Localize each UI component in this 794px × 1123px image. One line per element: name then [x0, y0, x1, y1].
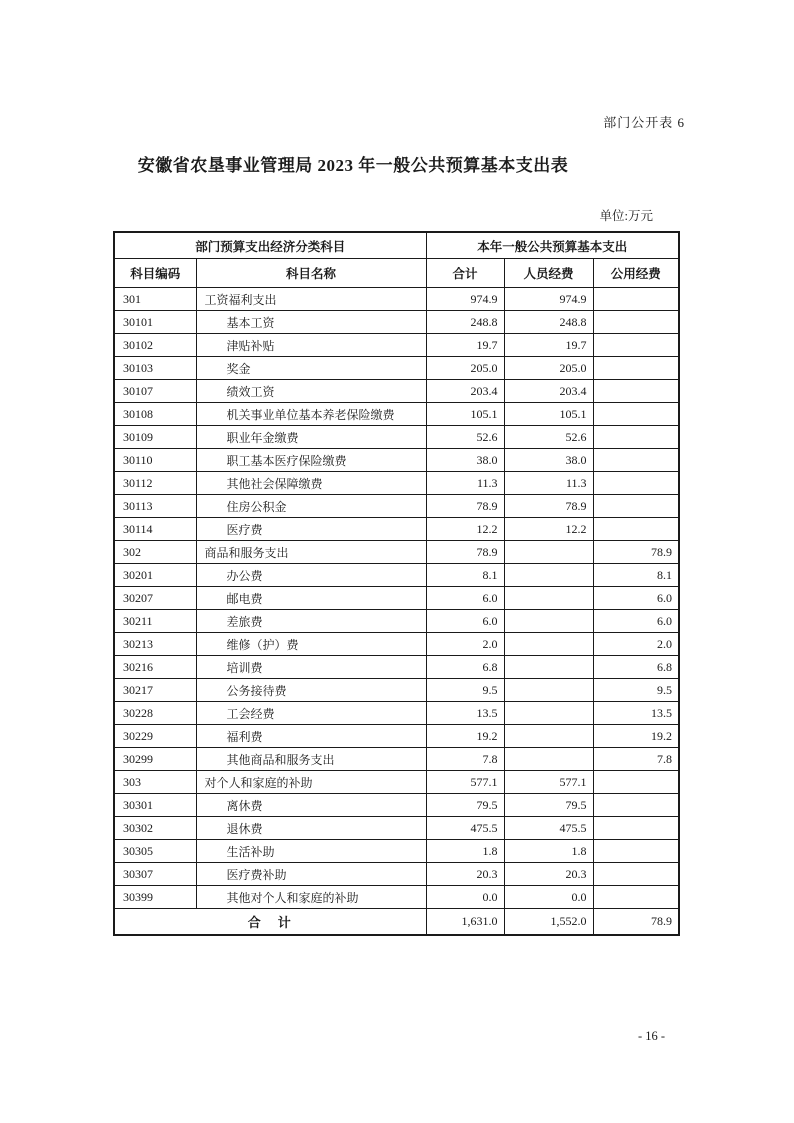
cell-personnel: 11.3 [504, 472, 593, 495]
cell-name: 住房公积金 [196, 495, 426, 518]
cell-total: 13.5 [426, 702, 504, 725]
cell-public [593, 334, 679, 357]
table-row [114, 633, 679, 656]
cell-public [593, 794, 679, 817]
table-row [114, 840, 679, 863]
cell-public [593, 288, 679, 311]
cell-name: 办公费 [196, 564, 426, 587]
cell-code: 30107 [114, 380, 196, 403]
cell-total: 974.9 [426, 288, 504, 311]
table-row [114, 426, 679, 449]
cell-name: 维修（护）费 [196, 633, 426, 656]
cell-total: 248.8 [426, 311, 504, 334]
table-row [114, 495, 679, 518]
cell-name: 工资福利支出 [196, 288, 426, 311]
unit-label: 单位:万元 [599, 209, 653, 223]
column-header-public: 公用经费 [593, 259, 679, 288]
cell-name: 生活补助 [196, 840, 426, 863]
cell-code: 30211 [114, 610, 196, 633]
cell-name: 退休费 [196, 817, 426, 840]
table-row [114, 679, 679, 702]
table-row [114, 541, 679, 564]
cell-name: 医疗费补助 [196, 863, 426, 886]
cell-code: 30301 [114, 794, 196, 817]
table-row [114, 380, 679, 403]
cell-code: 30110 [114, 449, 196, 472]
cell-code: 30399 [114, 886, 196, 909]
cell-code: 30114 [114, 518, 196, 541]
cell-total: 0.0 [426, 886, 504, 909]
cell-personnel: 78.9 [504, 495, 593, 518]
table-row [114, 863, 679, 886]
table-row [114, 357, 679, 380]
cell-personnel: 52.6 [504, 426, 593, 449]
table-row [114, 587, 679, 610]
cell-public [593, 311, 679, 334]
cell-name: 基本工资 [196, 311, 426, 334]
cell-public: 6.0 [593, 610, 679, 633]
cell-code: 30217 [114, 679, 196, 702]
cell-name: 医疗费 [196, 518, 426, 541]
cell-personnel [504, 748, 593, 771]
cell-code: 302 [114, 541, 196, 564]
table-row [114, 702, 679, 725]
cell-name: 对个人和家庭的补助 [196, 771, 426, 794]
budget-table [113, 231, 680, 936]
cell-name: 差旅费 [196, 610, 426, 633]
cell-total: 6.0 [426, 610, 504, 633]
cell-personnel [504, 679, 593, 702]
cell-code: 30108 [114, 403, 196, 426]
table-row [114, 564, 679, 587]
cell-total: 78.9 [426, 495, 504, 518]
cell-personnel: 475.5 [504, 817, 593, 840]
cell-total: 203.4 [426, 380, 504, 403]
cell-code: 303 [114, 771, 196, 794]
cell-code: 30112 [114, 472, 196, 495]
cell-personnel: 79.5 [504, 794, 593, 817]
cell-total: 12.2 [426, 518, 504, 541]
cell-personnel: 38.0 [504, 449, 593, 472]
cell-total: 52.6 [426, 426, 504, 449]
cell-total: 11.3 [426, 472, 504, 495]
cell-public: 19.2 [593, 725, 679, 748]
cell-code: 30299 [114, 748, 196, 771]
cell-total: 9.5 [426, 679, 504, 702]
table-row [114, 288, 679, 311]
cell-name: 职业年金缴费 [196, 426, 426, 449]
cell-code: 30229 [114, 725, 196, 748]
cell-code: 30302 [114, 817, 196, 840]
cell-personnel: 0.0 [504, 886, 593, 909]
cell-personnel [504, 702, 593, 725]
cell-code: 30228 [114, 702, 196, 725]
cell-public [593, 449, 679, 472]
total-row-total: 1,631.0 [426, 909, 504, 936]
cell-total: 105.1 [426, 403, 504, 426]
cell-name: 其他对个人和家庭的补助 [196, 886, 426, 909]
cell-public: 13.5 [593, 702, 679, 725]
cell-name: 奖金 [196, 357, 426, 380]
cell-name: 津贴补贴 [196, 334, 426, 357]
cell-total: 6.8 [426, 656, 504, 679]
cell-public [593, 817, 679, 840]
cell-public [593, 403, 679, 426]
cell-personnel: 1.8 [504, 840, 593, 863]
cell-public [593, 472, 679, 495]
table-body [114, 288, 679, 909]
page-title: 安徽省农垦事业管理局 2023 年一般公共预算基本支出表 [137, 156, 569, 175]
table-row [114, 886, 679, 909]
table-row [114, 610, 679, 633]
cell-public [593, 518, 679, 541]
cell-personnel: 19.7 [504, 334, 593, 357]
header-expenditure-group: 本年一般公共预算基本支出 [426, 232, 679, 259]
cell-public: 6.0 [593, 587, 679, 610]
cell-total: 475.5 [426, 817, 504, 840]
cell-name: 公务接待费 [196, 679, 426, 702]
total-row-personnel: 1,552.0 [504, 909, 593, 936]
cell-name: 福利费 [196, 725, 426, 748]
table-header-group-row [114, 232, 679, 259]
cell-public [593, 771, 679, 794]
cell-personnel: 12.2 [504, 518, 593, 541]
total-row [114, 909, 679, 936]
cell-total: 577.1 [426, 771, 504, 794]
cell-public [593, 840, 679, 863]
cell-code: 30113 [114, 495, 196, 518]
table-row [114, 518, 679, 541]
cell-name: 绩效工资 [196, 380, 426, 403]
table-row [114, 472, 679, 495]
cell-total: 79.5 [426, 794, 504, 817]
cell-total: 8.1 [426, 564, 504, 587]
cell-personnel: 205.0 [504, 357, 593, 380]
table-row [114, 656, 679, 679]
cell-name: 职工基本医疗保险缴费 [196, 449, 426, 472]
table-row [114, 748, 679, 771]
cell-code: 30103 [114, 357, 196, 380]
cell-total: 205.0 [426, 357, 504, 380]
table-row [114, 449, 679, 472]
cell-public: 78.9 [593, 541, 679, 564]
cell-personnel: 20.3 [504, 863, 593, 886]
cell-personnel [504, 610, 593, 633]
cell-name: 其他商品和服务支出 [196, 748, 426, 771]
cell-name: 邮电费 [196, 587, 426, 610]
cell-code: 30213 [114, 633, 196, 656]
cell-total: 19.2 [426, 725, 504, 748]
cell-name: 离休费 [196, 794, 426, 817]
cell-name: 其他社会保障缴费 [196, 472, 426, 495]
cell-public: 8.1 [593, 564, 679, 587]
table-footer [114, 909, 679, 936]
header-classification-group: 部门预算支出经济分类科目 [114, 232, 426, 259]
cell-name: 培训费 [196, 656, 426, 679]
cell-code: 30102 [114, 334, 196, 357]
cell-name: 机关事业单位基本养老保险缴费 [196, 403, 426, 426]
table-row [114, 817, 679, 840]
cell-public [593, 380, 679, 403]
table-row [114, 311, 679, 334]
column-header-personnel: 人员经费 [504, 259, 593, 288]
table-row [114, 794, 679, 817]
table-header [114, 232, 679, 288]
cell-total: 78.9 [426, 541, 504, 564]
cell-public [593, 863, 679, 886]
cell-total: 6.0 [426, 587, 504, 610]
cell-personnel [504, 587, 593, 610]
cell-public: 6.8 [593, 656, 679, 679]
cell-public [593, 886, 679, 909]
cell-public [593, 426, 679, 449]
page-number: - 16 - [638, 1029, 666, 1043]
cell-personnel [504, 633, 593, 656]
cell-total: 1.8 [426, 840, 504, 863]
cell-code: 30216 [114, 656, 196, 679]
cell-public: 7.8 [593, 748, 679, 771]
cell-code: 30305 [114, 840, 196, 863]
cell-code: 30201 [114, 564, 196, 587]
column-header-total: 合计 [426, 259, 504, 288]
cell-code: 30109 [114, 426, 196, 449]
cell-code: 30207 [114, 587, 196, 610]
cell-total: 2.0 [426, 633, 504, 656]
cell-public [593, 495, 679, 518]
cell-personnel: 105.1 [504, 403, 593, 426]
cell-personnel: 577.1 [504, 771, 593, 794]
cell-personnel: 203.4 [504, 380, 593, 403]
table-row [114, 725, 679, 748]
cell-code: 30101 [114, 311, 196, 334]
column-header-name: 科目名称 [196, 259, 426, 288]
cell-total: 19.7 [426, 334, 504, 357]
cell-public: 2.0 [593, 633, 679, 656]
table-row [114, 771, 679, 794]
cell-code: 301 [114, 288, 196, 311]
cell-personnel: 974.9 [504, 288, 593, 311]
cell-public: 9.5 [593, 679, 679, 702]
cell-personnel: 248.8 [504, 311, 593, 334]
cell-total: 38.0 [426, 449, 504, 472]
column-header-code: 科目编码 [114, 259, 196, 288]
cell-personnel [504, 656, 593, 679]
cell-code: 30307 [114, 863, 196, 886]
cell-name: 商品和服务支出 [196, 541, 426, 564]
cell-total: 20.3 [426, 863, 504, 886]
total-row-public: 78.9 [593, 909, 679, 936]
cell-personnel [504, 725, 593, 748]
table-column-header-row [114, 259, 679, 288]
table-row [114, 334, 679, 357]
cell-personnel [504, 541, 593, 564]
cell-name: 工会经费 [196, 702, 426, 725]
cell-public [593, 357, 679, 380]
table-row [114, 403, 679, 426]
doc-header-label: 部门公开表 6 [603, 115, 685, 130]
total-row-label: 合 计 [114, 909, 426, 936]
cell-personnel [504, 564, 593, 587]
cell-total: 7.8 [426, 748, 504, 771]
